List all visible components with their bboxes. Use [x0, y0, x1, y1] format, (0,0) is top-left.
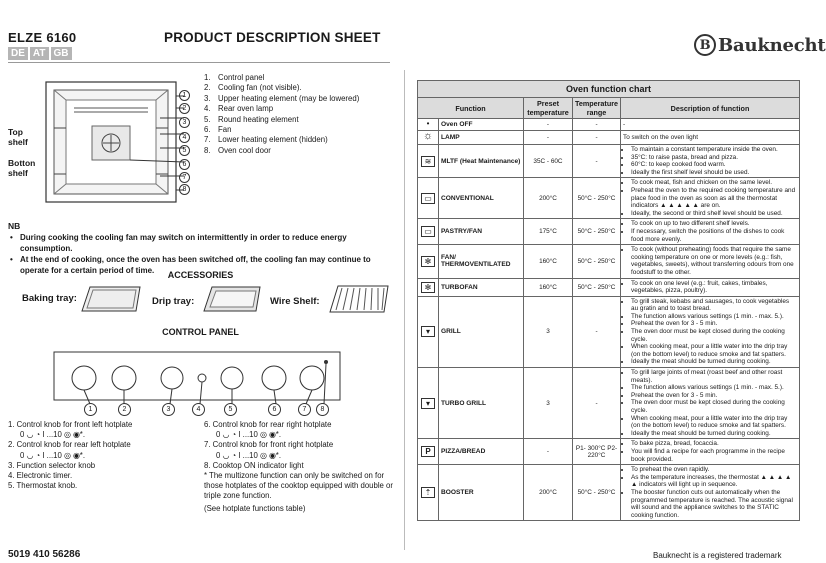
- callout-6: 6: [179, 159, 190, 170]
- page-title: PRODUCT DESCRIPTION SHEET: [164, 30, 381, 45]
- document-code: 5019 410 56286: [8, 549, 81, 560]
- description-bullet: • The oven door must be kept closed during the cooking cycle.: [631, 328, 797, 343]
- function-name: PASTRY/FAN: [439, 219, 524, 245]
- control-panel-title: CONTROL PANEL: [162, 327, 239, 337]
- preset-temperature: 35C - 60C: [524, 145, 573, 178]
- function-description: [621, 145, 800, 178]
- list-item: 6. Control knob for rear right hotplate: [204, 420, 332, 429]
- list-item: 1. Control knob for front left hotplate: [8, 420, 133, 429]
- description-bullet: • When cooking meat, pour a little water into the drip tray (on the bottom level) to reduce smoke and fat spatters.: [631, 415, 797, 430]
- model-number: ELZE 6160: [8, 30, 77, 45]
- turbofan-icon: ✻: [421, 282, 435, 293]
- booster-icon: [418, 465, 439, 521]
- column-divider: [404, 70, 405, 550]
- list-item: 3. Upper heating element (may be lowered): [204, 93, 360, 103]
- accessories-title: ACCESSORIES: [167, 270, 234, 280]
- description-bullet: • As the temperature increases, the thermostat ▲ ▲ ▲ ▲ ▲ indicators will light up in sequence.: [631, 474, 797, 489]
- temperature-range: 50°C - 250°C: [573, 178, 621, 219]
- off-icon: [418, 119, 439, 131]
- list-item: (See hotplate functions table): [204, 503, 306, 513]
- temperature-range: -: [573, 145, 621, 178]
- conventional-icon: [418, 178, 439, 219]
- drip-tray-label: Drip tray:: [152, 296, 195, 307]
- function-name: TURBO GRILL: [439, 368, 524, 439]
- chart-title: Oven function chart: [418, 81, 800, 98]
- preset-temperature: 3: [524, 368, 573, 439]
- control-panel-diagram: [52, 344, 342, 410]
- bottom-shelf-label: Botton shelf: [8, 158, 36, 178]
- preset-temperature: -: [524, 131, 573, 145]
- pizza-icon: P: [421, 446, 435, 457]
- list-item: 2. Cooling fan (not visible).: [204, 83, 302, 93]
- function-name: PIZZA/BREAD: [439, 439, 524, 465]
- pizza-icon: [418, 439, 439, 465]
- preset-temperature: 160°C: [524, 245, 573, 278]
- temperature-range: 50°C - 250°C: [573, 219, 621, 245]
- table-row: [418, 439, 800, 465]
- callout-3: 3: [162, 403, 175, 416]
- description-bullet: • To maintain a constant temperature inside the oven.: [631, 146, 797, 154]
- function-name: LAMP: [439, 131, 524, 145]
- list-item: 3. Function selector knob: [8, 460, 96, 470]
- function-name: MLTF (Heat Maintenance): [439, 145, 524, 178]
- lang-badge: GB: [51, 47, 72, 60]
- list-item: 6. Fan: [204, 125, 232, 135]
- function-description: [621, 219, 800, 245]
- maintenance-icon: [418, 145, 439, 178]
- fan-icon: [418, 245, 439, 278]
- callout-2: 2: [118, 403, 131, 416]
- table-row: [418, 145, 800, 178]
- list-item: 8. Oven cool door: [204, 145, 271, 155]
- description-bullet: • To cook on up to two different shelf levels.: [631, 220, 797, 228]
- callout-8: 8: [316, 403, 329, 416]
- col-header-preset: Preset temperature: [524, 98, 573, 119]
- function-description: [621, 465, 800, 521]
- description-bullet: • 35°C: to raise pasta, bread and pizza.: [631, 154, 797, 162]
- description-bullet: • To cook meat, fish and chicken on the same level.: [631, 179, 797, 187]
- booster-icon: ⇡: [421, 487, 435, 498]
- table-row: [418, 178, 800, 219]
- description-bullet: • The oven door must be kept closed during the cooking cycle.: [631, 399, 797, 414]
- function-description: [621, 278, 800, 296]
- preset-temperature: 3: [524, 296, 573, 367]
- preset-temperature: 160°C: [524, 278, 573, 296]
- brand-name: Bauknecht: [718, 34, 826, 56]
- temperature-range: -: [573, 368, 621, 439]
- col-header-function: Function: [418, 98, 524, 119]
- preset-temperature: -: [524, 119, 573, 131]
- oven-callouts: [179, 90, 190, 195]
- list-item: 0 ◡ ◔ I ...10 ◎ ◉*.: [216, 430, 281, 440]
- list-item: 5. Thermostat knob.: [8, 481, 78, 491]
- col-header-range: Temperature range: [573, 98, 621, 119]
- top-shelf-label: Top shelf: [8, 127, 28, 147]
- function-name: FAN/ THERMOVENTILATED: [439, 245, 524, 278]
- description-bullet: • To cook (without preheating) foods that require the same cooking temperature on one or more levels (e.g.: fish, vegetables, sweets), without transferring odours from one foodstuff to the other.: [631, 246, 797, 276]
- preset-temperature: 175°C: [524, 219, 573, 245]
- description-bullet: • You will find a recipe for each programme in the recipe book provided.: [631, 448, 797, 463]
- language-badges: [8, 47, 72, 60]
- list-item: 4. Electronic timer.: [8, 471, 73, 481]
- off-icon: •: [426, 119, 430, 128]
- nb-section: [8, 221, 393, 276]
- nb-item: • At the end of cooking, once the oven has been switched off, the cooling fan may continue to operate for a certain period of time.: [8, 254, 393, 276]
- temperature-range: -: [573, 296, 621, 367]
- baking-tray-image: [78, 283, 144, 317]
- function-description: [621, 119, 800, 131]
- description-bullet: • Ideally the first shelf level should be used.: [631, 169, 797, 177]
- description-bullet: • When cooking meat, pour a little water into the drip tray (on the bottom level) to reduce smoke and fat spatters.: [631, 343, 797, 358]
- brand-logo-mark: B: [694, 34, 716, 56]
- temperature-range: -: [573, 131, 621, 145]
- trademark-note: Bauknecht is a registered trademark: [653, 551, 782, 560]
- description-bullet: • Ideally the meat should be turned during cooking.: [631, 358, 797, 366]
- callout-8: 8: [179, 184, 190, 195]
- list-item: 7. Lower heating element (hidden): [204, 135, 328, 145]
- callout-4: 4: [192, 403, 205, 416]
- lamp-icon: ☼: [422, 130, 434, 142]
- list-item: 2. Control knob for rear left hotplate: [8, 440, 131, 450]
- drip-tray-image: [200, 283, 264, 317]
- oven-diagram: [40, 78, 200, 208]
- grill-icon: ▾: [421, 326, 435, 337]
- description-bullet: • To cook on one level (e.g.: fruit, cakes, timbales, vegetables, pizza, poultry).: [631, 280, 797, 295]
- description-bullet: • The function allows various settings (1 min. - max. 5.).: [631, 384, 797, 392]
- table-row: [418, 245, 800, 278]
- callout-1: 1: [84, 403, 97, 416]
- oven-function-chart: [417, 80, 800, 521]
- function-description: [621, 245, 800, 278]
- lang-badge: DE: [8, 47, 28, 60]
- callout-5: 5: [224, 403, 237, 416]
- pastry-fan-icon: [418, 219, 439, 245]
- description-bullet: • Preheat the oven for 3 - 5 min.: [631, 320, 797, 328]
- col-header-description: Description of function: [621, 98, 800, 119]
- temperature-range: 50°C - 250°C: [573, 245, 621, 278]
- baking-tray-label: Baking tray:: [22, 293, 77, 304]
- description-bullet: • To preheat the oven rapidly.: [631, 466, 797, 474]
- table-row: [418, 296, 800, 367]
- description-bullet: • Preheat the oven for 3 - 5 min.: [631, 392, 797, 400]
- temperature-range: 50°C - 250°C: [573, 278, 621, 296]
- list-item: 5. Round heating element: [204, 114, 299, 124]
- list-item: 1. Control panel: [204, 73, 265, 82]
- table-row: [418, 368, 800, 439]
- turbofan-icon: [418, 278, 439, 296]
- list-item: 4. Rear oven lamp: [204, 104, 274, 114]
- callout-2: 2: [179, 103, 190, 114]
- conventional-icon: ▭: [421, 193, 435, 204]
- control-list-left: [8, 420, 193, 491]
- description-bullet: • Preheat the oven to the required cooking temperature and place food in the oven as soon as all the thermostat indicators ▲ ▲ ▲ ▲ ▲ are on.: [631, 187, 797, 210]
- wire-shelf-label: Wire Shelf:: [270, 296, 320, 307]
- callout-5: 5: [179, 145, 190, 156]
- temperature-range: 50°C - 250°C: [573, 465, 621, 521]
- table-row: [418, 119, 800, 131]
- nb-item: • During cooking the cooling fan may switch on intermittently in order to reduce energy consumption.: [8, 232, 393, 254]
- table-row: [418, 465, 800, 521]
- function-description: [621, 178, 800, 219]
- function-name: TURBOFAN: [439, 278, 524, 296]
- list-item: 0 ◡ ◔ I ...10 ◎ ◉*.: [20, 430, 85, 440]
- list-item: 0 ◡ ◔ I ...10 ◎ ◉*.: [20, 450, 85, 460]
- temperature-range: -: [573, 119, 621, 131]
- function-name: CONVENTIONAL: [439, 178, 524, 219]
- function-name: GRILL: [439, 296, 524, 367]
- table-row: [418, 131, 800, 145]
- fan-icon: ✻: [421, 256, 435, 267]
- description-bullet: • The function allows various settings (1 min. - max. 5.).: [631, 313, 797, 321]
- list-item: 0 ◡ ◔ I ...10 ◎ ◉*.: [216, 450, 281, 460]
- description-text: To switch on the oven light: [623, 134, 698, 141]
- grill-icon: [418, 296, 439, 367]
- list-item: * The multizone function can only be switched on for those hotplates of the cooktop equipped with double or triple zone function.: [204, 471, 393, 501]
- brand-logo: [694, 34, 826, 56]
- description-bullet: • To grill large joints of meat (roast beef and other roast meats).: [631, 369, 797, 384]
- description-bullet: • Ideally, the second or third shelf level should be used.: [631, 210, 797, 218]
- table-row: [418, 219, 800, 245]
- parts-list: [204, 73, 359, 156]
- description-bullet: • 60°C: to keep cooked food warm.: [631, 161, 797, 169]
- description-bullet: • If necessary, switch the positions of the dishes to cook food more evenly.: [631, 228, 797, 243]
- callout-4: 4: [179, 132, 190, 143]
- callout-6: 6: [268, 403, 281, 416]
- description-bullet: • Ideally the meat should be turned during cooking.: [631, 430, 797, 438]
- wire-shelf-image: [326, 282, 392, 318]
- table-row: [418, 278, 800, 296]
- temperature-range: P1- 300°C P2- 220°C: [573, 439, 621, 465]
- preset-temperature: 200°C: [524, 178, 573, 219]
- nb-label: NB: [8, 221, 21, 231]
- lang-badge: AT: [30, 47, 49, 60]
- divider: [8, 62, 390, 63]
- function-description: [621, 368, 800, 439]
- function-name: Oven OFF: [439, 119, 524, 131]
- callout-3: 3: [179, 117, 190, 128]
- function-name: BOOSTER: [439, 465, 524, 521]
- preset-temperature: 200°C: [524, 465, 573, 521]
- function-description: [621, 439, 800, 465]
- pastry-fan-icon: ▭: [421, 226, 435, 237]
- list-item: 7. Control knob for front right hotplate: [204, 440, 334, 450]
- callout-1: 1: [179, 90, 190, 101]
- preset-temperature: -: [524, 439, 573, 465]
- maintenance-icon: ≋: [421, 156, 435, 167]
- function-description: [621, 131, 800, 145]
- callout-7: 7: [179, 172, 190, 183]
- description-bullet: • The booster function cuts out automatically when the programmed temperature is reached. The acoustic signal will sound and the appliance switches to the STATIC cooking function.: [631, 489, 797, 519]
- description-bullet: • To grill steak, kebabs and sausages, to cook vegetables au gratin and to toast bread.: [631, 298, 797, 313]
- turbo-grill-icon: [418, 368, 439, 439]
- description-text: -: [623, 121, 626, 128]
- lamp-icon: [418, 131, 439, 145]
- description-bullet: • To bake pizza, bread, focaccia.: [631, 440, 797, 448]
- control-list-right: [204, 420, 396, 514]
- callout-7: 7: [298, 403, 311, 416]
- turbo-grill-icon: ▾: [421, 398, 435, 409]
- function-description: [621, 296, 800, 367]
- list-item: 8. Cooktop ON indicator light: [204, 460, 304, 470]
